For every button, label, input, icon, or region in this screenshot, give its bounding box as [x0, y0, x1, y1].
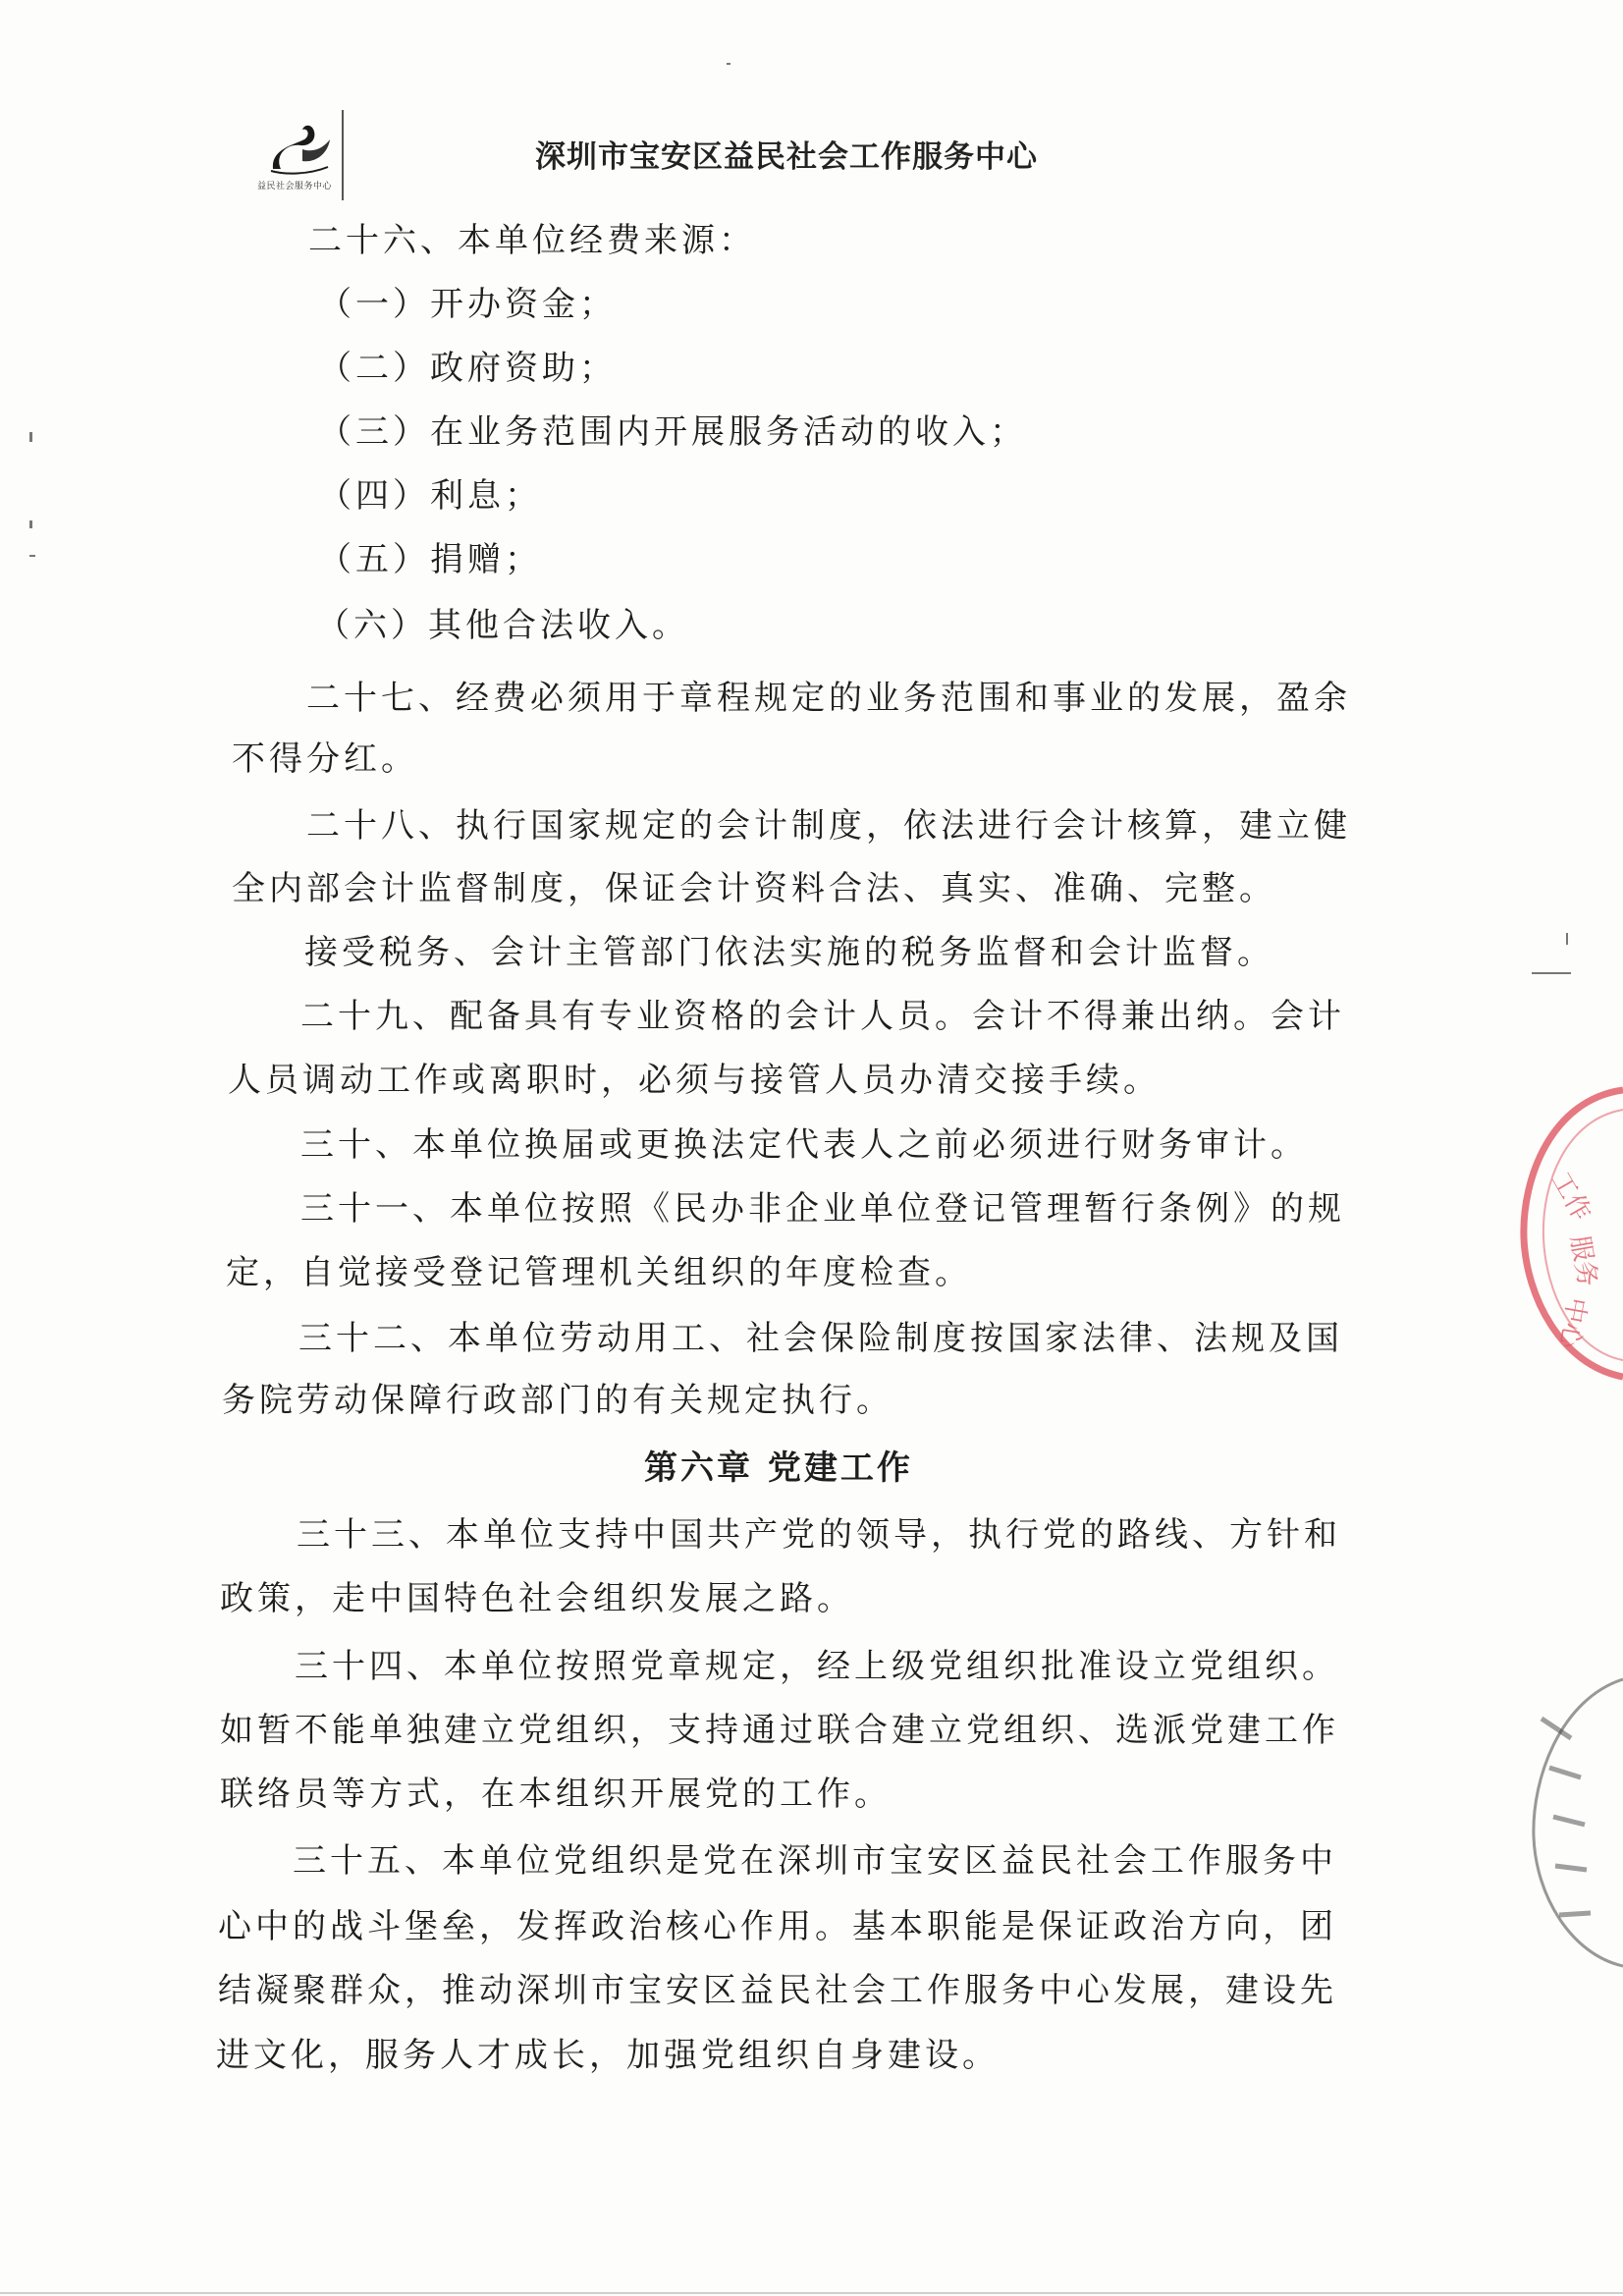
svg-text:服务: 服务: [1564, 1233, 1602, 1289]
text-line: 进文化，服务人才成长，加强党组织自身建设。: [216, 2036, 1000, 2075]
chapter-heading: 第六章 党建工作: [644, 1449, 913, 1488]
scan-mark: [727, 63, 730, 65]
scan-mark: [29, 520, 32, 528]
text-line: （二）政府资助；: [318, 349, 617, 388]
red-seal-stamp-icon: [1512, 1070, 1623, 1394]
organization-title: 深圳市宝安区益民社会工作服务中心: [535, 139, 1038, 175]
text-line: 三十一、本单位按照《民办非企业单位登记管理暂行条例》的规: [300, 1189, 1345, 1229]
text-line: 人员调动工作或离职时，必须与接管人员办清交接手续。: [228, 1061, 1161, 1100]
text-line: 三十五、本单位党组织是党在深圳市宝安区益民社会工作服务中: [293, 1841, 1337, 1881]
text-line: （一）开办资金；: [318, 285, 617, 324]
text-line: （六）其他合法收入。: [316, 606, 689, 645]
text-line: 二十七、经费必须用于章程规定的业务范围和事业的发展，盈余: [306, 679, 1351, 718]
text-line: 三十二、本单位劳动用工、社会保险制度按国家法律、法规及国: [298, 1319, 1343, 1358]
letterhead-divider: [342, 110, 344, 200]
scan-mark: [1566, 933, 1568, 945]
text-line: （五）捐赠；: [318, 540, 542, 579]
logo-caption: 益民社会服务中心: [256, 182, 332, 191]
text-line: 政策，走中国特色社会组织发展之路。: [220, 1579, 854, 1618]
letterhead: [236, 110, 1394, 200]
text-line: 三十、本单位换届或更换法定代表人之前必须进行财务审计。: [300, 1125, 1308, 1165]
text-line: 二十八、执行国家规定的会计制度，依法进行会计核算，建立健: [306, 806, 1351, 846]
svg-text:中心: 中心: [1553, 1294, 1592, 1351]
text-line: 心中的战斗堡垒，发挥政治核心作用。基本职能是保证政治方向，团: [218, 1907, 1337, 1946]
text-line: （三）在业务范围内开展服务活动的收入；: [318, 412, 1027, 452]
text-line: 三十三、本单位支持中国共产党的领导，执行党的路线、方针和: [297, 1515, 1341, 1555]
text-line: 二十六、本单位经费来源：: [308, 221, 756, 260]
text-line: 联络员等方式，在本组织开展党的工作。: [220, 1775, 892, 1814]
text-line: 不得分红。: [232, 739, 418, 779]
svg-text:工作: 工作: [1544, 1167, 1596, 1227]
text-line: 务院劳动保障行政部门的有关规定执行。: [222, 1381, 893, 1420]
scan-mark: [29, 432, 32, 442]
text-line: （四）利息；: [318, 476, 542, 516]
text-line: 如暂不能单独建立党组织，支持通过联合建立党组织、选派党建工作: [220, 1711, 1339, 1750]
faint-seal-icon: [1502, 1660, 1623, 1984]
text-line: 结凝聚群众，推动深圳市宝安区益民社会工作服务中心发展，建设先: [218, 1971, 1337, 2010]
scan-mark: [29, 555, 35, 557]
text-line: 三十四、本单位按照党章规定，经上级党组织批准设立党组织。: [295, 1647, 1339, 1686]
scan-mark: [1532, 972, 1571, 974]
text-line: 全内部会计监督制度，保证会计资料合法、真实、准确、完整。: [232, 869, 1276, 908]
text-line: 二十九、配备具有专业资格的会计人员。会计不得兼出纳。会计: [300, 997, 1345, 1036]
text-line: 接受税务、会计主管部门依法实施的税务监督和会计监督。: [304, 933, 1274, 972]
bottom-edge: [0, 2292, 1623, 2294]
text-line: 定，自觉接受登记管理机关组织的年度检查。: [226, 1253, 972, 1292]
